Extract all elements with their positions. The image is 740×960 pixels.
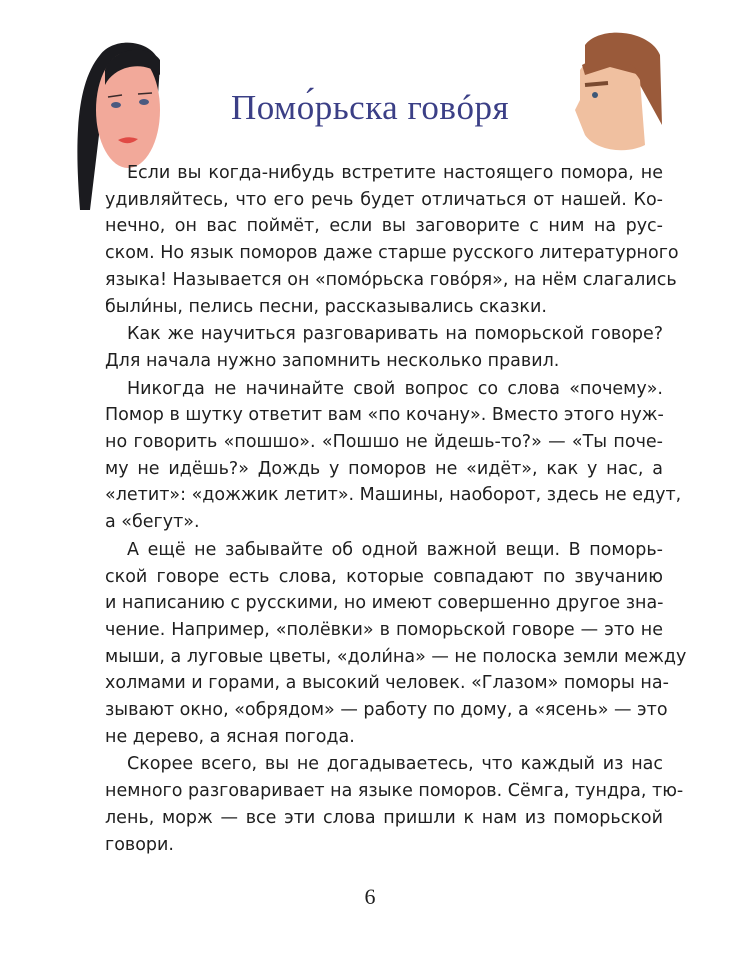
text-line: и написанию с русскими, но имеют совершенно другое зна- bbox=[105, 593, 664, 614]
text-line: му не идёшь?» Дождь у поморов не «идёт», как у нас, а bbox=[105, 458, 663, 479]
text-line: а «бегут». bbox=[105, 512, 200, 533]
paragraph bbox=[105, 751, 684, 858]
text-line: ском. Но язык поморов даже старше русского литературного bbox=[105, 243, 679, 264]
text-line: немного разговаривает на языке поморов. Сёмга, тундра, тю- bbox=[105, 781, 684, 802]
paragraph bbox=[105, 321, 663, 374]
text-line: ской говоре есть слова, которые совпадают по звучанию bbox=[105, 566, 663, 587]
text-line: языка! Называется он «помо́рьска говóря», на нём слагались bbox=[105, 269, 677, 290]
text-line: но говорить «пошшо». «Пошшо не йдешь-то?» — «Ты поче- bbox=[105, 432, 663, 453]
text-line: мыши, а луговые цветы, «доли́на» — не полоска земли между bbox=[105, 646, 687, 667]
text-line: холмами и горами, а высокий человек. «Глазом» поморы на- bbox=[105, 673, 669, 694]
text-line: Никогда не начинайте свой вопрос со слова «почему». bbox=[127, 378, 663, 399]
text-line: Если вы когда-нибудь встретите настоящего помора, не bbox=[127, 163, 663, 183]
text-line: «летит»: «дожжик летит». Машины, наоборот, здесь не едут, bbox=[105, 485, 682, 506]
text-line: удивляйтесь, что его речь будет отличаться от нашей. Ко- bbox=[105, 189, 663, 210]
text-line: зывают окно, «обрядом» — работу по дому, а «ясень» — это bbox=[105, 700, 668, 721]
paragraph bbox=[105, 537, 687, 751]
text-line: чение. Например, «полёвки» в поморьской говоре — это не bbox=[105, 619, 663, 640]
paragraph bbox=[105, 376, 682, 536]
text-line: Помор в шутку ответит вам «по кочану». Вместо этого нуж- bbox=[105, 405, 664, 426]
text-line: Как же научиться разговаривать на поморьской говоре? bbox=[127, 324, 663, 345]
text-line: Скорее всего, вы не догадываетесь, что каждый из нас bbox=[127, 754, 663, 775]
body-text bbox=[105, 160, 687, 859]
text-line: лень, морж — все эти слова пришли к нам из поморьской bbox=[105, 807, 663, 828]
page-number: 6 bbox=[364, 884, 376, 909]
text-line: А ещё не забывайте об одной важной вещи. В поморь- bbox=[127, 539, 663, 560]
text-line: Для начала нужно запомнить несколько правил. bbox=[105, 350, 560, 371]
paragraph bbox=[105, 160, 679, 320]
text-line: не дерево, а ясная погода. bbox=[105, 726, 355, 747]
page-title: Помо́рьска говóря bbox=[230, 88, 510, 127]
text-line: были́ны, пелись песни, рассказывались сказки. bbox=[105, 296, 547, 317]
text-line: говори. bbox=[105, 834, 174, 855]
text-line: нечно, он вас поймёт, если вы заговорите с ним на рус- bbox=[105, 216, 663, 237]
